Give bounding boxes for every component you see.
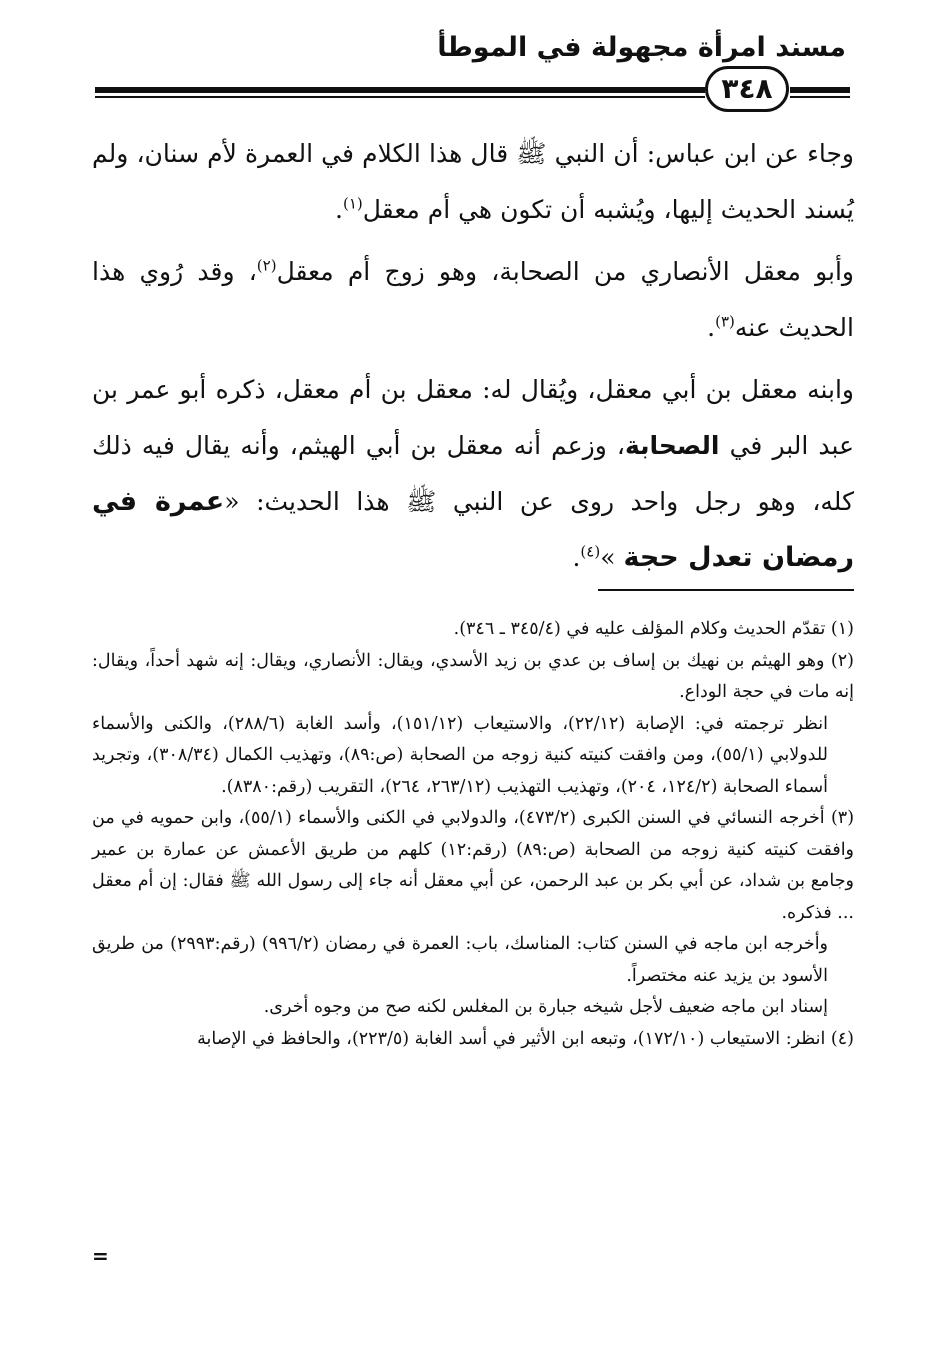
- footnote-ref[interactable]: (٣): [715, 312, 735, 331]
- book-title: الصحابة: [624, 431, 720, 460]
- body-paragraph-1: وجاء عن ابن عباس: أن النبي ﷺ قال هذا الكلام في العمرة لأم سنان، ولم يُسند الحديث إليها، ويُشبه أن تكون هي أم معقل$^{(١)}$.: [92, 139, 854, 224]
- footnote-3-grading: إسناد ابن ماجه ضعيف لأجل شيخه جبارة بن المغلس لكنه صح من وجوه أخرى.: [263, 997, 828, 1017]
- footnote-2-sources: انظر ترجمته في: الإصابة (٢٢/١٢)، والاستيعاب (١٥١/١٢)، وأسد الغابة (٢٨٨/٦)، والكنى والأسماء للدولابي (٥٥/١)، ومن وافقت كنيته كنية زوجه من الصحابة (ص:٨٩)، وتهذيب الكمال (٣٠٨/٣٤)، وتجريد أسماء الصحابة (١٢٤/٢، ٢٠٤)، وتهذيب التهذيب (٢٦٣/١٢، ٢٦٤)، التقريب (رقم:٨٣٨٠).: [92, 713, 828, 797]
- paragraph-text: وجاء عن ابن عباس: أن النبي ﷺ قال هذا الكلام في العمرة لأم سنان، ولم يُسند الحديث إليها، ويُشبه أن تكون هي أم معقل: [92, 139, 854, 224]
- paragraph-text: وأبو معقل الأنصاري من الصحابة، وهو زوج أم معقل: [276, 257, 854, 286]
- header-rule-thin: [95, 96, 705, 98]
- quote-close: »: [600, 543, 616, 572]
- header-rule: [790, 87, 850, 93]
- footnote-2: (٢) وهو الهيثم بن نهيك بن إساف بن عدي بن زيد الأسدي، ويقال: الأنصاري، ويقال: إنه شهد أحداً، ويقال: إنه مات في حجة الوداع.: [92, 650, 854, 702]
- footnote-separator: [598, 589, 854, 591]
- header-rule: [95, 87, 705, 93]
- footnotes: [92, 614, 854, 1055]
- footnote-1: (١) تقدّم الحديث وكلام المؤلف عليه في (٣٤٥/٤ ـ ٣٤٦).: [453, 619, 854, 639]
- continuation-mark: =: [92, 1244, 109, 1268]
- footnote-4: (٤) انظر: الاستيعاب (١٧٢/١٠)، وتبعه ابن الأثير في أسد الغابة (٢٢٣/٥)، والحافظ في الإصابة: [197, 1028, 854, 1049]
- body-paragraph-3: وابنه معقل بن أبي معقل، ويُقال له: معقل بن أم معقل، ذكره أبو عمر بن عبد البر في الصحابة، وزعم أنه معقل بن أبي الهيثم، وأنه يقال فيه ذلك كله، وهو رجل واحد روى عن النبي ﷺ هذا الحديث: «عمرة في رمضان تعدل حجة »$^{(٤)}$.: [92, 375, 854, 573]
- paragraph-text: وابنه معقل بن أبي معقل، ويُقال له: معقل بن أم معقل، ذكره أبو عمر بن عبد البر في: [92, 375, 854, 460]
- footnote-ref[interactable]: (١): [342, 194, 363, 213]
- body-paragraph-2: وأبو معقل الأنصاري من الصحابة، وهو زوج أم معقل$^{(٢)}$، وقد رُوي هذا الحديث عنه$^{(٣)}$.: [92, 256, 854, 342]
- hadith-text: عمرة في رمضان تعدل حجة: [92, 486, 854, 573]
- footnote-ref[interactable]: (٢): [256, 256, 277, 275]
- page-number: ٣٤٨: [705, 66, 789, 112]
- running-header-title: مسند امرأة مجهولة في الموطأ: [437, 32, 846, 63]
- paragraph-text: ، وقد رُوي هذا الحديث عنه: [92, 257, 854, 342]
- footnote-3-ibn-majah: وأخرجه ابن ماجه في السنن كتاب: المناسك، باب: العمرة في رمضان (٩٩٦/٢) (رقم:٢٩٩٣) من طريق الأسود بن يزيد عنه مختصراً.: [92, 934, 829, 986]
- header-rule-thin: [790, 96, 850, 98]
- footnote-3: (٣) أخرجه النسائي في السنن الكبرى (٤٧٣/٢)، والدولابي في الكنى والأسماء (٥٥/١)، وابن حمويه في من وافقت كنيته كنية زوجه من الصحابة (ص:٨٩) (رقم:١٢) كلهم من طريق الأعمش عن عمارة بن عمير وجامع بن شداد، عن أبي بكر بن عبد الرحمن، عن أبي معقل أنه جاء إلى رسول الله ﷺ فقال: إن أم معقل ... فذكره.: [92, 808, 855, 923]
- paragraph-text: ، وزعم أنه معقل بن أبي الهيثم، وأنه يقال فيه ذلك كله، وهو رجل واحد روى عن النبي ﷺ هذا الحديث: «: [92, 431, 854, 516]
- footnote-ref[interactable]: (٤): [580, 542, 601, 561]
